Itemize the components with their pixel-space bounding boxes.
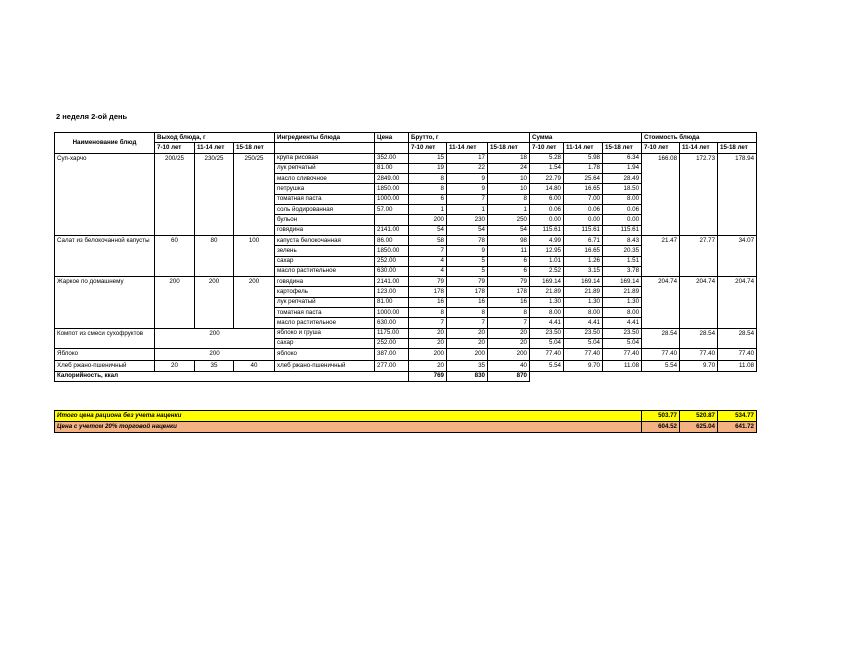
dish-cost: 28.54 [680,328,718,349]
ingredient-brutto: 20 [409,328,447,338]
total-row [55,422,757,433]
table-row [55,277,757,287]
blank-cell [530,371,757,381]
ingredient-sum: 21.89 [603,287,642,297]
ingredient-brutto: 1 [409,205,447,215]
ingredient-price: 2141.00 [375,225,409,235]
ingredient-brutto: 178 [447,287,488,297]
ingredient-brutto: 178 [409,287,447,297]
ingredient-sum: 5.04 [603,338,642,348]
ingredient-brutto: 178 [488,287,530,297]
ingredient-brutto: 16 [447,297,488,307]
header-age: 11-14 лет [564,143,603,153]
ingredient-price: 1175.00 [375,328,409,338]
menu-table [54,132,757,382]
ingredient-brutto: 200 [488,349,530,360]
header-age: 11-14 лет [447,143,488,153]
ingredient-sum: 3.78 [603,266,642,276]
ingredient-brutto: 8 [409,308,447,318]
dish-yield: 80 [195,235,234,276]
ingredient-sum: 5.28 [530,153,564,163]
header-age: 7-10 лет [642,143,680,153]
ingredient-brutto: 15 [409,153,447,163]
ingredient-sum: 0.00 [530,215,564,225]
dish-name: Жаркое по домашнему [55,277,155,328]
ingredient-name: говядина [275,277,375,287]
dish-cost: 178.94 [718,153,757,235]
ingredient-brutto: 9 [447,174,488,184]
ingredient-sum: 8.00 [603,194,642,204]
ingredient-brutto: 7 [409,318,447,328]
calories-row [55,371,757,381]
ingredient-name: яблоко и груша [275,328,375,338]
ingredient-brutto: 6 [409,194,447,204]
ingredient-sum: 77.40 [603,349,642,360]
dish-cost: 28.54 [718,328,757,349]
dish-name: Яблоко [55,349,155,360]
ingredient-name: масло сливочное [275,174,375,184]
ingredient-sum: 77.40 [564,349,603,360]
ingredient-brutto: 54 [409,225,447,235]
ingredient-sum: 18.50 [603,184,642,194]
ingredient-sum: 5.04 [530,338,564,348]
ingredient-sum: 16.65 [564,246,603,256]
ingredient-brutto: 7 [409,246,447,256]
ingredient-brutto: 35 [447,360,488,371]
ingredient-brutto: 20 [447,338,488,348]
dish-name: Компот из смеси сухофруктов [55,328,155,349]
ingredient-name: лук репчатый [275,297,375,307]
ingredient-brutto: 40 [488,360,530,371]
ingredient-name: сахар [275,256,375,266]
table-row [55,235,757,245]
ingredient-price: 352.00 [375,153,409,163]
ingredient-sum: 115.61 [530,225,564,235]
ingredient-price: 57.00 [375,205,409,215]
ingredient-sum: 0.06 [564,205,603,215]
header-age: 15-18 лет [488,143,530,153]
ingredient-sum: 169.14 [530,277,564,287]
ingredient-brutto: 10 [488,174,530,184]
ingredient-sum: 8.00 [530,308,564,318]
total-value: 534.77 [718,411,757,422]
ingredient-price: 387.00 [375,349,409,360]
dish-cost: 5.54 [642,360,680,371]
ingredient-sum: 0.00 [603,215,642,225]
ingredient-price: 2141.00 [375,277,409,287]
header-age: 11-14 лет [680,143,718,153]
dish-yield: 200 [155,349,275,360]
ingredient-name: лук репчатый [275,163,375,173]
header-blank [275,143,375,153]
ingredient-sum: 1.30 [530,297,564,307]
ingredient-brutto: 9 [447,246,488,256]
ingredient-brutto: 20 [409,338,447,348]
table-row [55,360,757,371]
dish-yield: 200 [234,277,275,328]
ingredient-brutto: 6 [488,256,530,266]
ingredient-brutto: 98 [488,235,530,245]
ingredient-brutto: 22 [447,163,488,173]
header-age: 7-10 лет [155,143,195,153]
dish-yield: 40 [234,360,275,371]
ingredient-brutto: 19 [409,163,447,173]
ingredient-price: 1000.00 [375,308,409,318]
ingredient-sum: 1.94 [603,163,642,173]
ingredient-sum: 5.54 [530,360,564,371]
ingredient-sum: 115.61 [564,225,603,235]
ingredient-sum: 1.54 [530,163,564,173]
ingredient-sum: 4.99 [530,235,564,245]
header-yield: Выход блюда, г [155,133,275,143]
dish-yield: 200 [155,277,195,328]
ingredient-sum: 9.70 [564,360,603,371]
table-row [55,328,757,338]
ingredient-brutto: 58 [409,235,447,245]
ingredient-brutto: 230 [447,215,488,225]
ingredient-sum: 1.01 [530,256,564,266]
dish-yield: 60 [155,235,195,276]
ingredient-price: 252.00 [375,256,409,266]
ingredient-brutto: 79 [447,277,488,287]
header-age: 15-18 лет [603,143,642,153]
total-row [55,411,757,422]
ingredient-brutto: 54 [447,225,488,235]
ingredient-brutto: 8 [488,194,530,204]
ingredient-brutto: 1 [447,205,488,215]
ingredient-price: 252.00 [375,338,409,348]
ingredient-sum: 21.89 [564,287,603,297]
dish-cost: 77.40 [718,349,757,360]
ingredient-price: 81.00 [375,163,409,173]
ingredient-brutto: 1 [488,205,530,215]
ingredient-sum: 22.79 [530,174,564,184]
ingredient-sum: 1.26 [564,256,603,266]
ingredient-sum: 20.35 [603,246,642,256]
ingredient-brutto: 200 [447,349,488,360]
header-price: Цена [375,133,409,143]
page-heading: 2 неделя 2-ой день [56,112,128,121]
ingredient-sum: 8.43 [603,235,642,245]
header-blank [375,143,409,153]
ingredient-name: капуста белокочанная [275,235,375,245]
ingredient-price: 123.00 [375,287,409,297]
ingredient-brutto: 18 [488,153,530,163]
ingredient-sum: 6.71 [564,235,603,245]
ingredient-name: сахар [275,338,375,348]
ingredient-price [375,215,409,225]
calories-value: 769 [409,371,447,381]
header-age: 7-10 лет [530,143,564,153]
ingredient-brutto: 5 [447,256,488,266]
ingredient-brutto: 250 [488,215,530,225]
ingredient-brutto: 20 [409,360,447,371]
ingredient-name: бульон [275,215,375,225]
ingredient-brutto: 10 [488,184,530,194]
ingredient-sum: 169.14 [603,277,642,287]
ingredient-sum: 0.00 [564,215,603,225]
header-row [55,133,757,143]
dish-cost: 9.70 [680,360,718,371]
dish-name: Салат из белокочанной капусты [55,235,155,276]
ingredient-name: масло растительное [275,266,375,276]
dish-yield: 230/25 [195,153,234,235]
ingredient-sum: 23.50 [530,328,564,338]
dish-cost: 11.08 [718,360,757,371]
ingredient-brutto: 200 [409,215,447,225]
header-brutto: Брутто, г [409,133,530,143]
ingredient-brutto: 5 [447,266,488,276]
dish-cost: 77.40 [680,349,718,360]
ingredient-brutto: 17 [447,153,488,163]
dish-yield: 35 [195,360,234,371]
ingredient-sum: 1.30 [603,297,642,307]
dish-cost: 77.40 [642,349,680,360]
ingredient-name: хлеб ржано-пшеничный [275,360,375,371]
dish-yield: 200/25 [155,153,195,235]
ingredient-sum: 4.41 [564,318,603,328]
ingredient-price: 1850.00 [375,184,409,194]
ingredient-brutto: 54 [488,225,530,235]
ingredient-brutto: 9 [447,184,488,194]
calories-label: Калорийность, ккал [55,371,409,381]
ingredient-brutto: 16 [488,297,530,307]
header-sum: Сумма [530,133,642,143]
calories-value: 870 [488,371,530,381]
totals-table [54,410,757,433]
ingredient-sum: 5.98 [564,153,603,163]
dish-cost: 34.07 [718,235,757,276]
total-value: 625.04 [680,422,718,433]
ingredient-sum: 7.00 [564,194,603,204]
total-label: Цена с учетом 20% торговой наценки [55,422,642,433]
dish-yield: 200 [195,277,234,328]
ingredient-sum: 3.15 [564,266,603,276]
ingredient-name: крупа рисовая [275,153,375,163]
ingredient-sum: 6.34 [603,153,642,163]
ingredient-brutto: 16 [409,297,447,307]
ingredient-sum: 1.30 [564,297,603,307]
total-value: 520.87 [680,411,718,422]
dish-cost: 21.47 [642,235,680,276]
ingredient-brutto: 8 [447,308,488,318]
ingredient-brutto: 8 [409,184,447,194]
ingredient-brutto: 7 [447,318,488,328]
dish-cost: 172.73 [680,153,718,235]
ingredient-brutto: 4 [409,266,447,276]
ingredient-sum: 4.41 [603,318,642,328]
table-row [55,349,757,360]
ingredient-brutto: 20 [447,328,488,338]
ingredient-sum: 6.00 [530,194,564,204]
header-cost: Стоимость блюда [642,133,757,143]
ingredient-brutto: 8 [488,308,530,318]
ingredient-name: яблоко [275,349,375,360]
ingredient-brutto: 24 [488,163,530,173]
dish-name: Суп-харчо [55,153,155,235]
total-value: 604.52 [642,422,680,433]
calories-value: 830 [447,371,488,381]
ingredient-sum: 115.61 [603,225,642,235]
ingredient-sum: 25.64 [564,174,603,184]
dish-yield: 200 [155,328,275,349]
dish-cost: 204.74 [642,277,680,328]
header-age: 11-14 лет [195,143,234,153]
ingredient-sum: 77.40 [530,349,564,360]
ingredient-sum: 23.50 [603,328,642,338]
ingredient-sum: 2.52 [530,266,564,276]
ingredient-sum: 8.00 [603,308,642,318]
ingredient-brutto: 20 [488,338,530,348]
total-value: 641.72 [718,422,757,433]
header-age-row [55,143,757,153]
total-value: 503.77 [642,411,680,422]
dish-yield: 250/25 [234,153,275,235]
ingredient-sum: 5.04 [564,338,603,348]
ingredient-sum: 28.49 [603,174,642,184]
ingredient-brutto: 6 [488,266,530,276]
ingredient-brutto: 79 [488,277,530,287]
ingredient-sum: 23.50 [564,328,603,338]
ingredient-brutto: 7 [447,194,488,204]
ingredient-sum: 0.06 [603,205,642,215]
dish-cost: 27.77 [680,235,718,276]
dish-cost: 204.74 [718,277,757,328]
ingredient-brutto: 8 [409,174,447,184]
ingredient-name: томатная паста [275,308,375,318]
ingredient-brutto: 7 [488,318,530,328]
ingredient-name: соль йодированная [275,205,375,215]
ingredient-name: зелень [275,246,375,256]
header-age: 15-18 лет [234,143,275,153]
header-age: 7-10 лет [409,143,447,153]
ingredient-price: 630.00 [375,318,409,328]
dish-name: Хлеб ржано-пшеничный [55,360,155,371]
ingredient-price: 1850.00 [375,246,409,256]
ingredient-sum: 1.78 [564,163,603,173]
ingredient-name: петрушка [275,184,375,194]
ingredient-price: 2849.00 [375,174,409,184]
ingredient-brutto: 4 [409,256,447,266]
table-row [55,153,757,163]
ingredient-sum: 1.51 [603,256,642,266]
total-label: Итого цена рациона без учета наценки [55,411,642,422]
ingredient-name: картофель [275,287,375,297]
dish-yield: 20 [155,360,195,371]
ingredient-price: 630.00 [375,266,409,276]
ingredient-sum: 16.65 [564,184,603,194]
header-dish: Наименование блюд [55,133,155,154]
ingredient-price: 81.00 [375,297,409,307]
ingredient-sum: 169.14 [564,277,603,287]
ingredient-name: говядина [275,225,375,235]
ingredient-brutto: 11 [488,246,530,256]
dish-cost: 166.08 [642,153,680,235]
dish-cost: 204.74 [680,277,718,328]
ingredient-brutto: 200 [409,349,447,360]
ingredient-sum: 14.80 [530,184,564,194]
ingredient-sum: 8.00 [564,308,603,318]
ingredient-sum: 4.41 [530,318,564,328]
ingredient-brutto: 20 [488,328,530,338]
dish-cost: 28.54 [642,328,680,349]
ingredient-sum: 12.95 [530,246,564,256]
ingredient-price: 277.00 [375,360,409,371]
ingredient-name: масло растительное [275,318,375,328]
ingredient-sum: 21.89 [530,287,564,297]
ingredient-sum: 11.08 [603,360,642,371]
ingredient-brutto: 79 [409,277,447,287]
ingredient-price: 86.00 [375,235,409,245]
dish-yield: 100 [234,235,275,276]
ingredient-price: 1000.00 [375,194,409,204]
ingredient-name: томатная паста [275,194,375,204]
header-age: 15-18 лет [718,143,757,153]
ingredient-sum: 0.06 [530,205,564,215]
ingredient-brutto: 78 [447,235,488,245]
header-ingredients: Ингредиенты блюда [275,133,375,143]
